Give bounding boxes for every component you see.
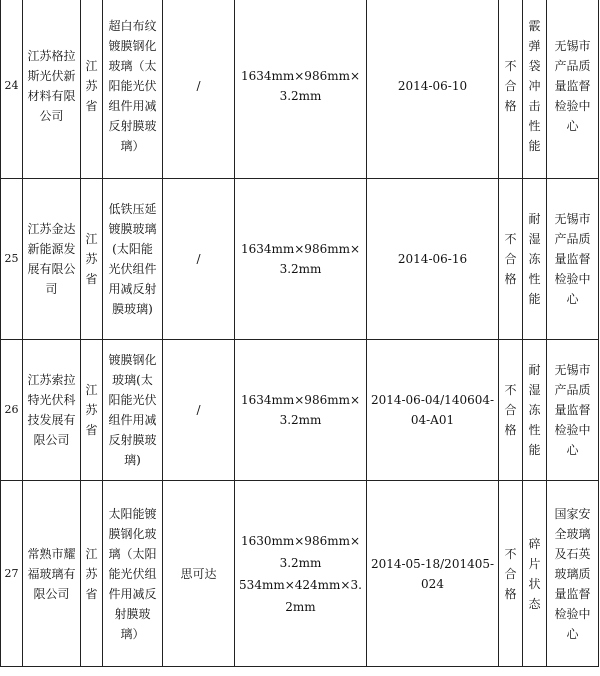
failed-item: 碎片状态	[523, 481, 547, 667]
brand: /	[163, 179, 235, 340]
product-name: 低铁压延镀膜玻璃(太阳能光伏组件用减反射膜玻璃)	[103, 179, 163, 340]
row-number: 27	[1, 481, 23, 667]
failed-item: 耐湿冻性能	[523, 179, 547, 340]
inspection-agency: 国家安全玻璃及石英玻璃质量监督检验中心	[547, 481, 599, 667]
production-date: 2014-06-10	[367, 0, 499, 179]
specification: 1634mm×986mm×3.2mm	[235, 179, 367, 340]
table-row	[1, 179, 599, 340]
company-name: 江苏金达新能源发展有限公司	[23, 179, 81, 340]
inspection-result: 不合格	[499, 179, 523, 340]
brand: /	[163, 340, 235, 481]
table-row	[1, 340, 599, 481]
inspection-result: 不合格	[499, 481, 523, 667]
inspection-result: 不合格	[499, 0, 523, 179]
production-date: 2014-05-18/201405-024	[367, 481, 499, 667]
table-row	[1, 481, 599, 667]
inspection-agency: 无锡市产品质量监督检验中心	[547, 340, 599, 481]
inspection-agency: 无锡市产品质量监督检验中心	[547, 179, 599, 340]
row-number: 24	[1, 0, 23, 179]
failed-item: 霰弹袋冲击性能	[523, 0, 547, 179]
product-name: 太阳能镀膜钢化玻璃（太阳能光伏组件用减反射膜玻璃）	[103, 481, 163, 667]
province: 江苏省	[81, 340, 103, 481]
inspection-result: 不合格	[499, 340, 523, 481]
specification-line: 534mm×424mm×3.2mm	[239, 577, 362, 614]
specification-line: 1630mm×986mm×3.2mm	[240, 533, 361, 570]
company-name: 江苏格拉斯光伏新材料有限公司	[23, 0, 81, 179]
row-number: 26	[1, 340, 23, 481]
product-name: 超白布纹镀膜钢化玻璃（太阳能光伏组件用减反射膜玻璃）	[103, 0, 163, 179]
production-date: 2014-06-16	[367, 179, 499, 340]
specification: 1634mm×986mm×3.2mm	[235, 0, 367, 179]
province: 江苏省	[81, 481, 103, 667]
row-number: 25	[1, 179, 23, 340]
brand: 思可达	[163, 481, 235, 667]
table-row	[1, 0, 599, 179]
company-name: 江苏索拉特光伏科技发展有限公司	[23, 340, 81, 481]
specification	[235, 481, 367, 667]
product-name: 镀膜钢化玻璃(太阳能光伏组件用减反射膜玻璃)	[103, 340, 163, 481]
production-date: 2014-06-04/140604-04-A01	[367, 340, 499, 481]
specification: 1634mm×986mm×3.2mm	[235, 340, 367, 481]
province: 江苏省	[81, 179, 103, 340]
failed-item: 耐湿冻性能	[523, 340, 547, 481]
company-name: 常熟市耀福玻璃有限公司	[23, 481, 81, 667]
inspection-agency: 无锡市产品质量监督检验中心	[547, 0, 599, 179]
province: 江苏省	[81, 0, 103, 179]
brand: /	[163, 0, 235, 179]
